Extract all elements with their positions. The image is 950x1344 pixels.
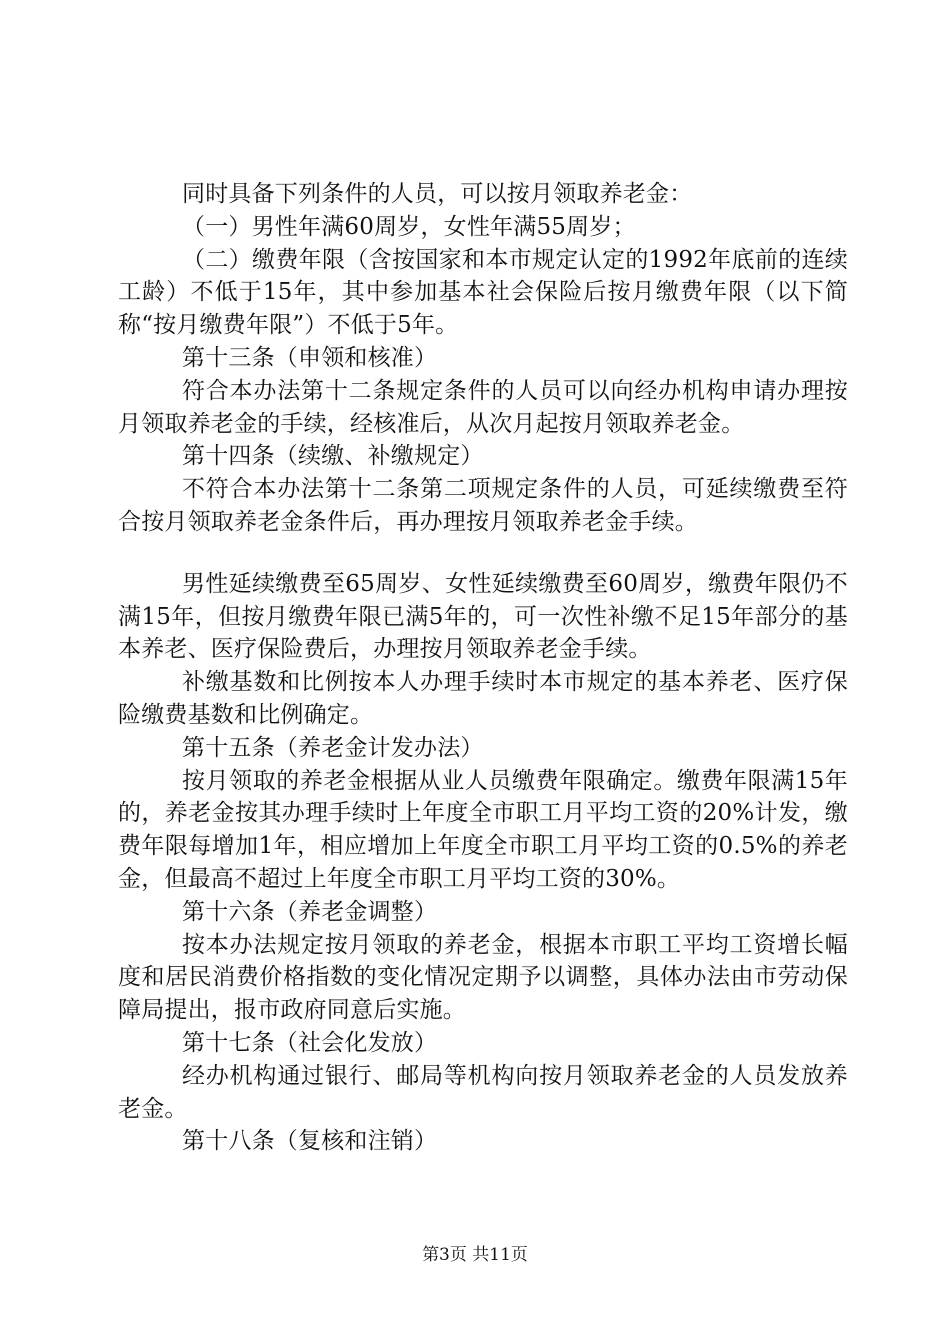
article-16-heading: 第十六条（养老金调整） <box>182 898 438 925</box>
paragraph-article-14-c: 补缴基数和比例按本人办理手续时本市规定的基本养老、医疗保险缴费基数和比例确定。 <box>118 669 848 728</box>
page-number-label: 第3页 共11页 <box>422 1245 528 1265</box>
paragraph-condition-age: （一）男性年满60周岁，女性年满55周岁； <box>182 213 636 240</box>
article-15-heading: 第十五条（养老金计发办法） <box>182 734 484 761</box>
article-14-heading: 第十四条（续缴、补缴规定） <box>182 443 484 470</box>
paragraph-condition-years: （二）缴费年限（含按国家和本市规定认定的1992年底前的连续工龄）不低于15年，其中参加基本社会保险后按月缴费年限（以下简称“按月缴费年限”）不低于5年。 <box>118 246 848 339</box>
article-17-heading: 第十七条（社会化发放） <box>182 1029 438 1056</box>
article-18-heading: 第十八条（复核和注销） <box>182 1128 438 1155</box>
article-13-heading: 第十三条（申领和核准） <box>182 344 438 371</box>
paragraph-article-14-a: 不符合本办法第十二条第二项规定条件的人员，可延续缴费至符合按月领取养老金条件后，再办理按月领取养老金手续。 <box>118 476 848 535</box>
paragraph-article-17: 经办机构通过银行、邮局等机构向按月领取养老金的人员发放养老金。 <box>118 1062 848 1122</box>
paragraph-article-15: 按月领取的养老金根据从业人员缴费年限确定。缴费年限满15年的，养老金按其办理手续时上年度全市职工月平均工资的20%计发，缴费年限每增加1年，相应增加上年度全市职工月平均工资的0.5%的养老金，但最高不超过上年度全市职工月平均工资的30%。 <box>118 767 848 892</box>
page-footer <box>0 1244 950 1266</box>
paragraph-conditions-intro: 同时具备下列条件的人员，可以按月领取养老金： <box>182 181 693 207</box>
paragraph-article-16: 按本办法规定按月领取的养老金，根据本市职工平均工资增长幅度和居民消费价格指数的变化情况定期予以调整，具体办法由市劳动保障局提出，报市政府同意后实施。 <box>118 931 848 1024</box>
document-body <box>118 178 848 1158</box>
paragraph-article-14-b: 男性延续缴费至65周岁、女性延续缴费至60周岁，缴费年限仍不满15年，但按月缴费年限已满5年的，可一次性补缴不足15年部分的基本养老、医疗保险费后，办理按月领取养老金手续。 <box>118 570 848 663</box>
paragraph-article-13: 符合本办法第十二条规定条件的人员可以向经办机构申请办理按月领取养老金的手续，经核准后，从次月起按月领取养老金。 <box>118 377 848 437</box>
